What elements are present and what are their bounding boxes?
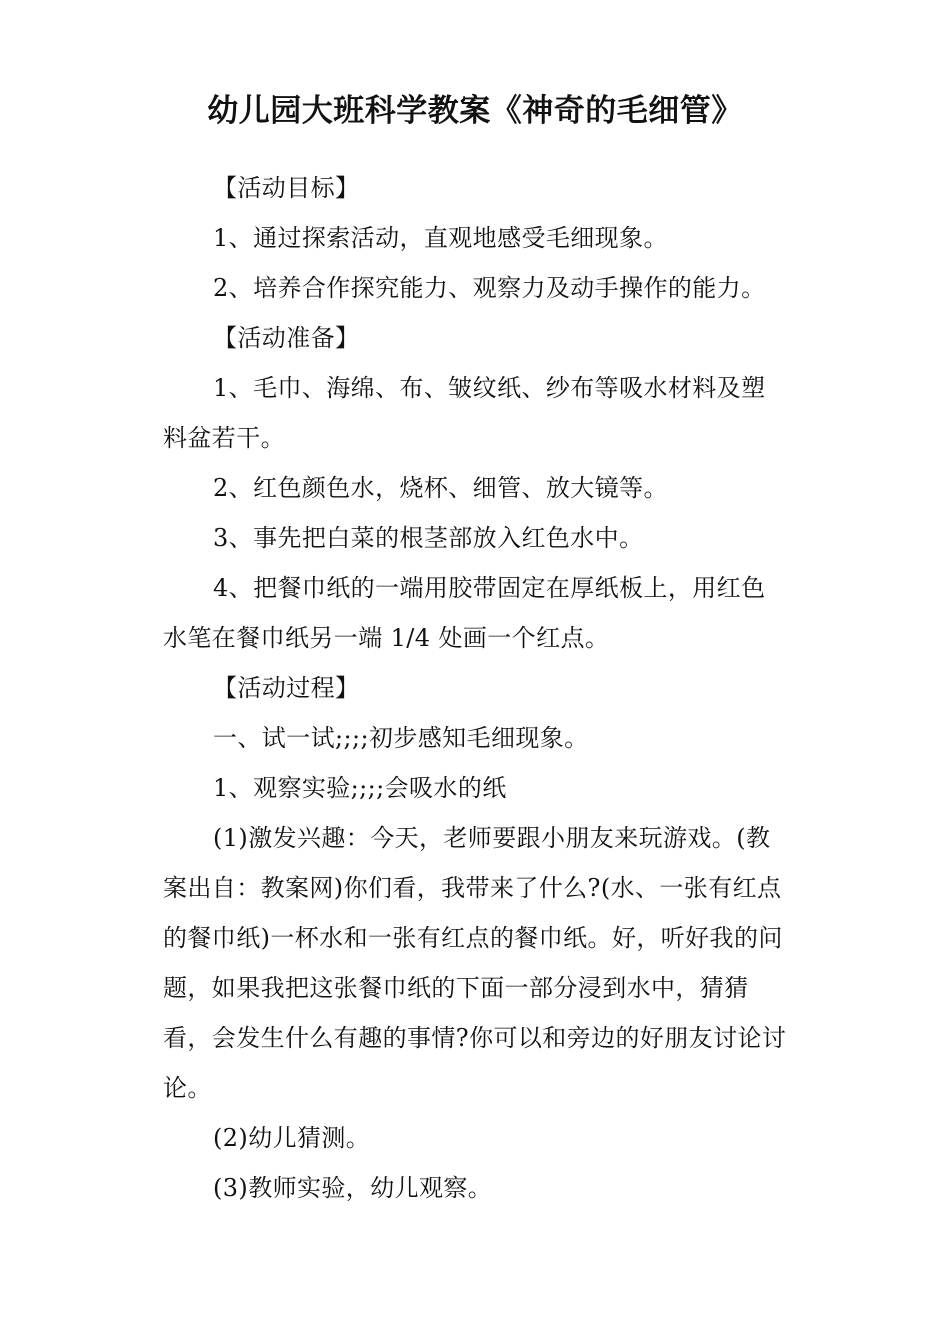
section-heading-preparation: 【活动准备】 (213, 324, 360, 352)
paragraph: 1、通过探索活动，直观地感受毛细现象。 (213, 224, 668, 252)
paragraph: 4、把餐巾纸的一端用胶带固定在厚纸板上，用红色水笔在餐巾纸另一端 1/4 处画一个红点。 (163, 574, 766, 652)
paragraph: (1)激发兴趣：今天，老师要跟小朋友来玩游戏。(教案出自：教案网)你们看，我带来了什么?(水、一张有红点的餐巾纸)一杯水和一张有红点的餐巾纸。好，听好我的问题，如果我把这张餐巾纸的下面一部分浸到水中，猜猜看，会发生什么有趣的事情?你可以和旁边的好朋友讨论讨论。 (163, 824, 787, 1102)
paragraph: 1、毛巾、海绵、布、皱纹纸、纱布等吸水材料及塑料盆若干。 (163, 374, 766, 452)
paragraph: 3、事先把白菜的根茎部放入红色水中。 (213, 524, 644, 552)
page-title: 幼儿园大班科学教案《神奇的毛细管》 (207, 93, 743, 129)
paragraph: 2、红色颜色水，烧杯、细管、放大镜等。 (213, 474, 668, 502)
paragraph: 2、培养合作探究能力、观察力及动手操作的能力。 (213, 274, 766, 302)
paragraph: (3)教师实验，幼儿观察。 (213, 1174, 493, 1202)
paragraph: 一、试一试;;;;初步感知毛细现象。 (213, 724, 589, 752)
section-heading-process: 【活动过程】 (213, 674, 360, 702)
paragraph: (2)幼儿猜测。 (213, 1124, 371, 1152)
paragraph: 1、观察实验;;;;会吸水的纸 (213, 774, 507, 802)
document-body (163, 163, 787, 1213)
section-heading-goals: 【活动目标】 (213, 174, 360, 202)
